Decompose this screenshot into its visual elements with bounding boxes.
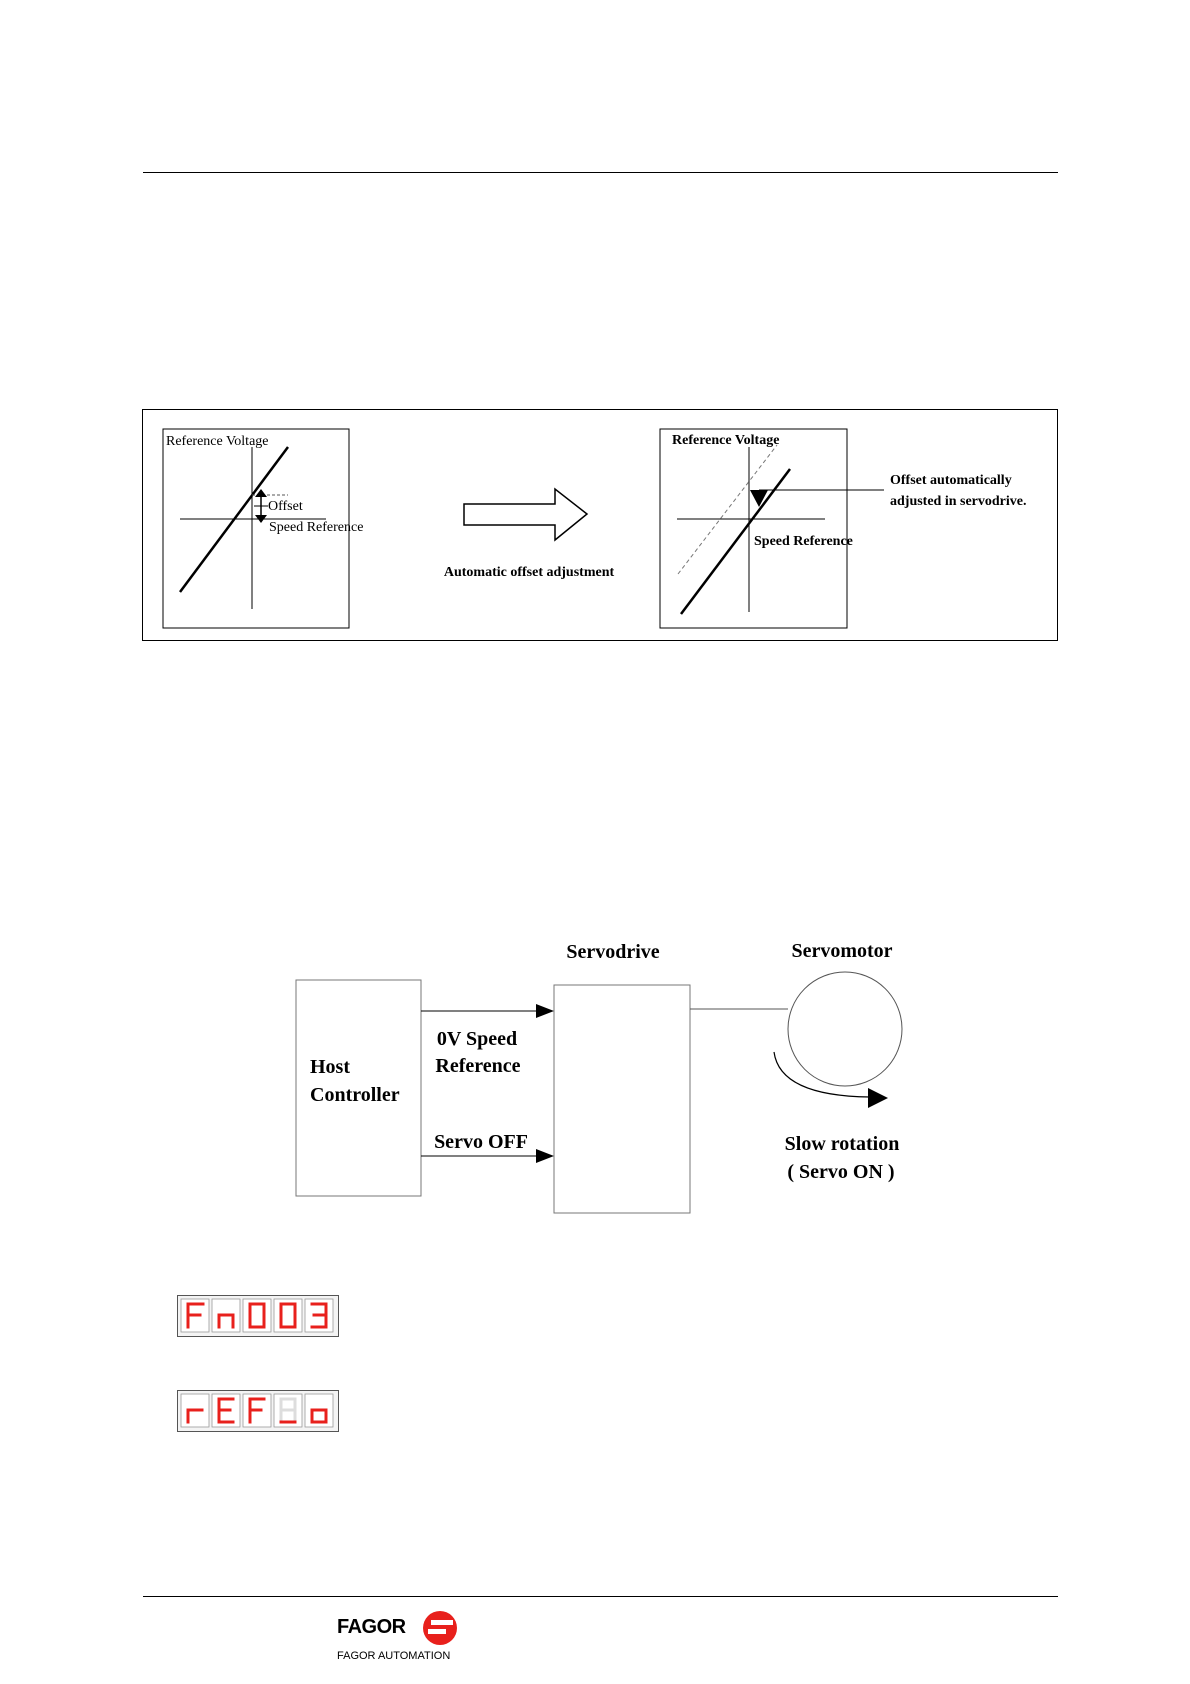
display-fn003-text (337, 1296, 338, 1297)
display-ref-o (177, 1390, 339, 1432)
rotation-line1: Slow rotation (784, 1133, 900, 1155)
left-graph-y-label: Reference Voltage (166, 434, 269, 449)
footer-rule (143, 1596, 1058, 1597)
offset-note-line1: Offset automatically (890, 473, 1012, 488)
signal1-line2: Reference (435, 1055, 521, 1077)
right-graph-y-label: Reference Voltage (672, 433, 780, 448)
left-graph-offset-label: Offset (268, 499, 303, 514)
arrow-caption: Automatic offset adjustment (443, 565, 615, 580)
servomotor-circle (788, 972, 902, 1086)
right-graph-x-label: Speed Reference (754, 534, 853, 549)
seven-seg-readout (178, 1391, 337, 1430)
left-graph-x-label: Speed Reference (269, 520, 364, 535)
signal1-line1: 0V Speed (436, 1028, 518, 1050)
seven-seg-readout (178, 1296, 337, 1335)
offset-adjustment-figure (142, 409, 1059, 642)
host-label-line1: Host (310, 1056, 350, 1078)
host-label-line2: Controller (310, 1084, 400, 1106)
offset-note-line2: adjusted in servodrive. (890, 494, 1027, 509)
rotation-arrow-icon (868, 1088, 888, 1108)
servomotor-label: Servomotor (791, 940, 893, 962)
brand-subtitle: FAGOR AUTOMATION (337, 1650, 451, 1662)
header-rule (143, 172, 1058, 173)
speed-reference-arrow-icon (536, 1004, 554, 1018)
fagor-emblem-icon (420, 1608, 460, 1648)
rotation-line2: ( Servo ON ) (787, 1161, 895, 1183)
servo-block-diagram (280, 930, 920, 1220)
display-ref-o-text (337, 1391, 338, 1392)
fagor-logo (337, 1608, 467, 1668)
servodrive-box (554, 985, 690, 1213)
display-fn003 (177, 1295, 339, 1337)
brand-name: FAGOR (337, 1616, 406, 1638)
signal2-label: Servo OFF (434, 1131, 528, 1153)
servo-off-arrow-icon (536, 1149, 554, 1163)
servodrive-label: Servodrive (566, 941, 660, 963)
